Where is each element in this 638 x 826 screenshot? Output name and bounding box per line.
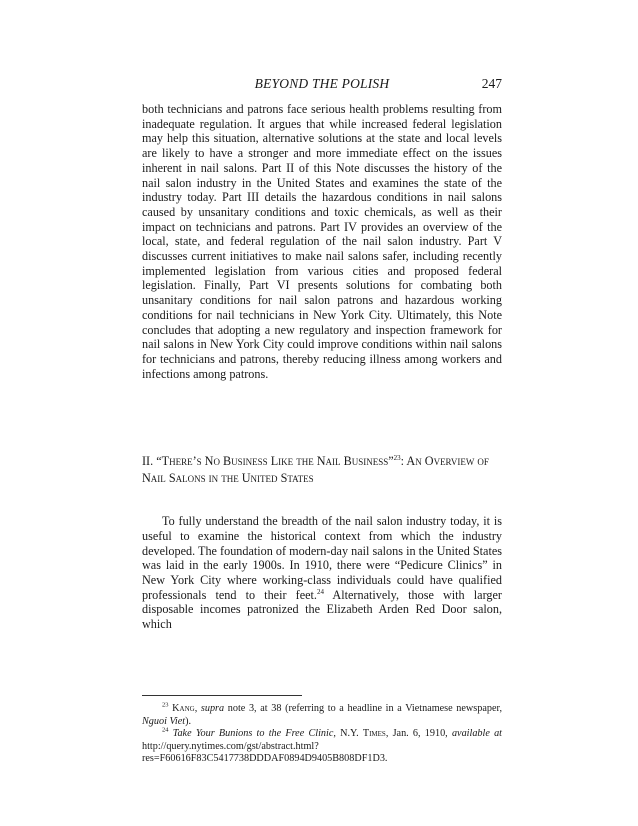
footnote-author: Kang <box>172 703 195 714</box>
page-number: 247 <box>481 76 502 91</box>
footnote-text-date: , Jan. 6, 1910, <box>385 728 452 740</box>
footnote-number: 23 <box>162 701 169 709</box>
heading-title-part1: There’s No Business Like the Nail Business <box>161 454 389 468</box>
intro-paragraph: both technicians and patrons face serious health problems resulting from inadequate regulation. It argues that while increased federal legislation may help this situation, alternative solutions at the state and local levels are likely to have a stronger and more immediate effect on the issues inherent in nail salons. Part II of this Note discusses the history of the nail salon industry in the United States and examines the state of the industry today. Part III details the hazardous conditions in nail salons caused by unsanitary conditions and toxic chemicals, as well as their impact on technicians and patrons. Part IV provides an overview of the local, state, and federal regulation of the nail salon industry. Part V discusses current initiatives to make nail salons safer, including recently implemented legislation from various cities and proposed federal legislation. Finally, Part VI presents solutions for combating both unsanitary conditions for nail salon patrons and hazardous working conditions for nail technicians in New York City. Ultimately, this Note concludes that adopting a new regulatory and inspection framework for nail salons in New York City could improve conditions within nail salons for technicians and patrons, thereby reducing illness among workers and infections among patrons. <box>142 102 502 381</box>
section-text-after: Alternatively, those with larger disposable incomes patronized the Elizabeth Arden Red Door salon, which <box>142 587 502 632</box>
heading-closing-quote: ” <box>388 454 394 468</box>
footnote-text-end: ). <box>185 715 192 727</box>
heading-footnote-ref: 23 <box>393 453 401 462</box>
footnote-text: note 3, at 38 (referring to a headline in a Vietnamese newspaper, <box>224 703 503 714</box>
footnote-23: $^{23}$ Kang, supra note 3, at 38 (referring to a headline in a Vietnamese newspaper, Nguoi Viet). <box>142 701 503 727</box>
section-paragraph <box>142 514 502 632</box>
section-heading <box>142 453 502 486</box>
footnote-number: 24 <box>162 726 169 734</box>
footnote-divider <box>142 695 302 696</box>
footnotes <box>142 703 502 766</box>
footnote-article-title: Take Your Bunions to the Free Clinic <box>172 728 334 740</box>
heading-prefix: II. “ <box>142 454 162 468</box>
running-title: BEYOND THE POLISH <box>254 76 390 91</box>
footnote-text: , N.Y. <box>333 728 363 740</box>
footnote-available-at: available at <box>451 728 503 740</box>
section-footnote-ref: 24 <box>316 587 324 596</box>
section-text-before: To fully understand the breadth of the nail salon industry today, it is useful to examine the historical context from which the industry developed. The foundation of modern-day nail salons in the United States was laid in the early 1900s. In 1910, there were “Pedicure Clinics” in New York City where working-class individuals could have qualified professionals tend to their feet. <box>142 514 502 602</box>
section-body <box>142 502 502 644</box>
intro-body <box>142 102 502 381</box>
footnote-publication: Times <box>362 728 386 740</box>
footnote-url[interactable]: http://query.nytimes.com/gst/abstract.html?res=F60616F83C5417738DDDAF0894D9405B808DF1D3. <box>142 740 388 765</box>
running-header <box>142 76 502 94</box>
footnote-supra: supra <box>200 703 225 714</box>
footnote-24 <box>142 728 502 766</box>
heading-title-part2: : An Overview of Nail Salons in the United States <box>142 454 489 485</box>
footnote-source: Nguoi Viet <box>142 715 186 727</box>
